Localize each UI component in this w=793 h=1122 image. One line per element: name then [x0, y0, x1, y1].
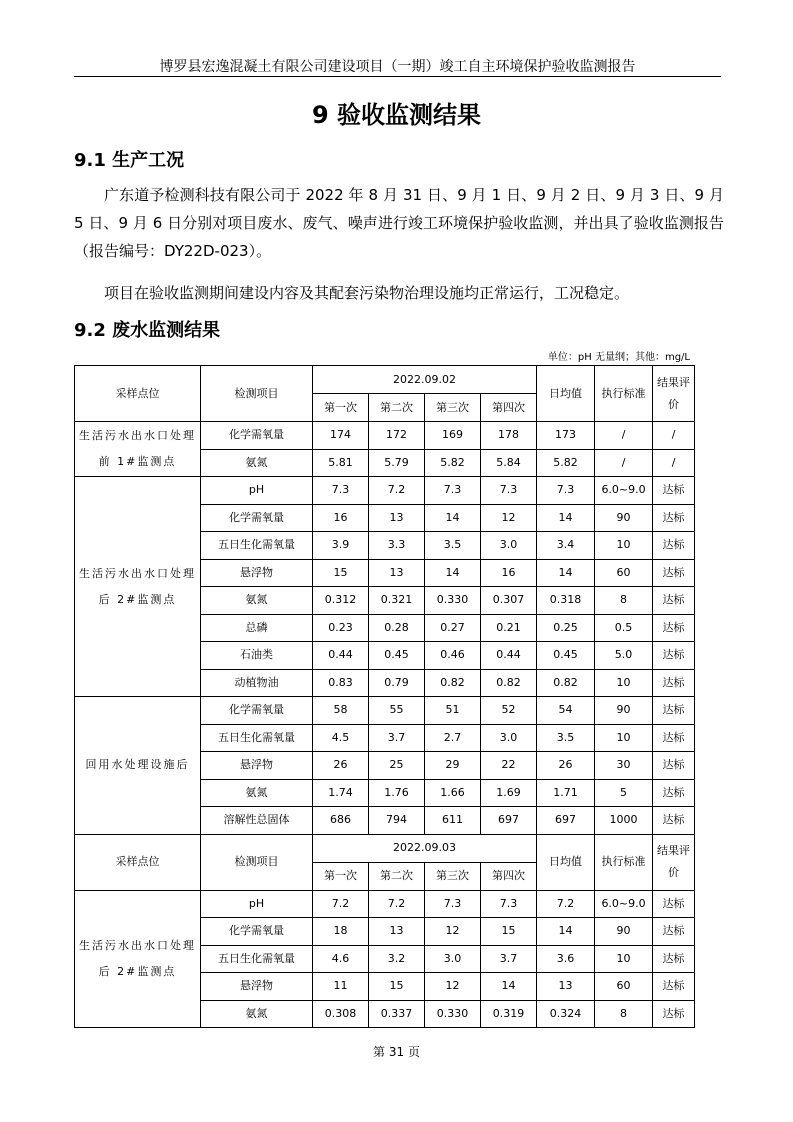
- evaluation-result: 达标: [653, 669, 695, 697]
- header-result: 结果评价: [653, 366, 695, 422]
- parameter-name: 悬浮物: [201, 559, 313, 587]
- value-sampling-4: 7.3: [481, 890, 537, 918]
- value-sampling-1: 4.6: [313, 945, 369, 973]
- value-sampling-4: 0.44: [481, 642, 537, 670]
- wastewater-results-table: [74, 365, 695, 1028]
- value-sampling-4: 22: [481, 752, 537, 780]
- value-sampling-4: 3.0: [481, 724, 537, 752]
- header-date: 2022.09.03: [313, 834, 537, 862]
- parameter-name: 动植物油: [201, 669, 313, 697]
- daily-average: 0.45: [537, 642, 595, 670]
- value-sampling-1: 7.3: [313, 477, 369, 505]
- value-sampling-1: 1.74: [313, 779, 369, 807]
- parameter-name: 氨氮: [201, 1000, 313, 1028]
- value-sampling-4: 5.84: [481, 449, 537, 477]
- value-sampling-1: 15: [313, 559, 369, 587]
- value-sampling-1: 0.44: [313, 642, 369, 670]
- standard-limit: 10: [595, 724, 653, 752]
- evaluation-result: /: [653, 422, 695, 450]
- value-sampling-1: 686: [313, 807, 369, 835]
- header-daily-average: 日均值: [537, 834, 595, 890]
- value-sampling-4: 697: [481, 807, 537, 835]
- header-daily-average: 日均值: [537, 366, 595, 422]
- parameter-name: 五日生化需氧量: [201, 945, 313, 973]
- daily-average: 14: [537, 504, 595, 532]
- evaluation-result: 达标: [653, 890, 695, 918]
- evaluation-result: 达标: [653, 779, 695, 807]
- daily-average: 7.2: [537, 890, 595, 918]
- value-sampling-2: 15: [369, 973, 425, 1001]
- value-sampling-2: 0.337: [369, 1000, 425, 1028]
- standard-limit: 5: [595, 779, 653, 807]
- daily-average: 0.318: [537, 587, 595, 615]
- daily-average: 3.5: [537, 724, 595, 752]
- value-sampling-3: 0.46: [425, 642, 481, 670]
- standard-limit: /: [595, 422, 653, 450]
- standard-limit: 8: [595, 1000, 653, 1028]
- value-sampling-1: 26: [313, 752, 369, 780]
- daily-average: 5.82: [537, 449, 595, 477]
- sampling-location: 回用水处理设施后: [75, 697, 201, 835]
- value-sampling-2: 55: [369, 697, 425, 725]
- standard-limit: 60: [595, 559, 653, 587]
- header-sampling-1: 第一次: [313, 394, 369, 422]
- value-sampling-3: 12: [425, 918, 481, 946]
- evaluation-result: 达标: [653, 532, 695, 560]
- parameter-name: 石油类: [201, 642, 313, 670]
- value-sampling-4: 7.3: [481, 477, 537, 505]
- value-sampling-2: 13: [369, 559, 425, 587]
- value-sampling-3: 2.7: [425, 724, 481, 752]
- parameter-name: 溶解性总固体: [201, 807, 313, 835]
- header-sampling-3: 第三次: [425, 394, 481, 422]
- evaluation-result: 达标: [653, 697, 695, 725]
- evaluation-result: 达标: [653, 504, 695, 532]
- value-sampling-4: 0.307: [481, 587, 537, 615]
- daily-average: 7.3: [537, 477, 595, 505]
- value-sampling-3: 0.27: [425, 614, 481, 642]
- standard-limit: 90: [595, 697, 653, 725]
- table-header-row: [75, 834, 695, 862]
- value-sampling-1: 0.23: [313, 614, 369, 642]
- value-sampling-1: 174: [313, 422, 369, 450]
- daily-average: 14: [537, 559, 595, 587]
- chapter-title: 9 验收监测结果: [311, 101, 482, 129]
- standard-limit: 6.0~9.0: [595, 477, 653, 505]
- parameter-name: 氨氮: [201, 587, 313, 615]
- value-sampling-2: 1.76: [369, 779, 425, 807]
- paragraph-conditions: 项目在验收监测期间建设内容及其配套污染物治理设施均正常运行，工况稳定。: [104, 284, 630, 302]
- page-number: 第 31 页: [373, 1045, 420, 1059]
- header-item: 检测项目: [201, 366, 313, 422]
- value-sampling-4: 16: [481, 559, 537, 587]
- value-sampling-2: 25: [369, 752, 425, 780]
- value-sampling-3: 169: [425, 422, 481, 450]
- sampling-location: 生活污水出水口处理后 2#监测点: [75, 477, 201, 697]
- header-location: 采样点位: [75, 366, 201, 422]
- standard-limit: 8: [595, 587, 653, 615]
- value-sampling-1: 7.2: [313, 890, 369, 918]
- parameter-name: 五日生化需氧量: [201, 724, 313, 752]
- daily-average: 1.71: [537, 779, 595, 807]
- evaluation-result: 达标: [653, 614, 695, 642]
- value-sampling-2: 794: [369, 807, 425, 835]
- value-sampling-3: 1.66: [425, 779, 481, 807]
- header-sampling-4: 第四次: [481, 862, 537, 890]
- evaluation-result: 达标: [653, 724, 695, 752]
- value-sampling-3: 5.82: [425, 449, 481, 477]
- evaluation-result: 达标: [653, 477, 695, 505]
- unit-note: 单位：pH 无量纲；其他：mg/L: [547, 352, 690, 363]
- standard-limit: 90: [595, 504, 653, 532]
- parameter-name: 化学需氧量: [201, 918, 313, 946]
- value-sampling-2: 3.7: [369, 724, 425, 752]
- daily-average: 26: [537, 752, 595, 780]
- header-standard: 执行标准: [595, 366, 653, 422]
- value-sampling-3: 29: [425, 752, 481, 780]
- parameter-name: pH: [201, 477, 313, 505]
- value-sampling-1: 3.9: [313, 532, 369, 560]
- value-sampling-1: 0.312: [313, 587, 369, 615]
- value-sampling-4: 0.21: [481, 614, 537, 642]
- standard-limit: 0.5: [595, 614, 653, 642]
- value-sampling-4: 3.0: [481, 532, 537, 560]
- parameter-name: 化学需氧量: [201, 422, 313, 450]
- value-sampling-1: 0.83: [313, 669, 369, 697]
- value-sampling-2: 7.2: [369, 477, 425, 505]
- value-sampling-4: 12: [481, 504, 537, 532]
- evaluation-result: 达标: [653, 973, 695, 1001]
- value-sampling-2: 0.79: [369, 669, 425, 697]
- header-rule: [74, 76, 721, 77]
- parameter-name: 总磷: [201, 614, 313, 642]
- value-sampling-4: 0.82: [481, 669, 537, 697]
- value-sampling-2: 172: [369, 422, 425, 450]
- parameter-name: 五日生化需氧量: [201, 532, 313, 560]
- value-sampling-1: 11: [313, 973, 369, 1001]
- value-sampling-1: 4.5: [313, 724, 369, 752]
- standard-limit: 60: [595, 973, 653, 1001]
- evaluation-result: /: [653, 449, 695, 477]
- daily-average: 54: [537, 697, 595, 725]
- standard-limit: 10: [595, 532, 653, 560]
- table-row: [75, 422, 695, 450]
- header-sampling-2: 第二次: [369, 862, 425, 890]
- value-sampling-1: 0.308: [313, 1000, 369, 1028]
- value-sampling-4: 15: [481, 918, 537, 946]
- value-sampling-3: 12: [425, 973, 481, 1001]
- value-sampling-2: 13: [369, 504, 425, 532]
- value-sampling-4: 3.7: [481, 945, 537, 973]
- parameter-name: 悬浮物: [201, 752, 313, 780]
- header-sampling-3: 第三次: [425, 862, 481, 890]
- value-sampling-2: 3.3: [369, 532, 425, 560]
- parameter-name: 氨氮: [201, 779, 313, 807]
- evaluation-result: 达标: [653, 1000, 695, 1028]
- daily-average: 14: [537, 918, 595, 946]
- header-item: 检测项目: [201, 834, 313, 890]
- value-sampling-2: 3.2: [369, 945, 425, 973]
- header-sampling-1: 第一次: [313, 862, 369, 890]
- value-sampling-1: 58: [313, 697, 369, 725]
- page-header: 博罗县宏逸混凝土有限公司建设项目（一期）竣工自主环境保护验收监测报告: [159, 59, 636, 75]
- daily-average: 173: [537, 422, 595, 450]
- evaluation-result: 达标: [653, 587, 695, 615]
- daily-average: 13: [537, 973, 595, 1001]
- table-row: [75, 477, 695, 505]
- value-sampling-3: 7.3: [425, 890, 481, 918]
- value-sampling-3: 7.3: [425, 477, 481, 505]
- value-sampling-3: 3.0: [425, 945, 481, 973]
- daily-average: 697: [537, 807, 595, 835]
- value-sampling-4: 0.319: [481, 1000, 537, 1028]
- header-result: 结果评价: [653, 834, 695, 890]
- value-sampling-1: 18: [313, 918, 369, 946]
- standard-limit: 10: [595, 669, 653, 697]
- header-sampling-4: 第四次: [481, 394, 537, 422]
- standard-limit: 1000: [595, 807, 653, 835]
- parameter-name: 氨氮: [201, 449, 313, 477]
- header-date: 2022.09.02: [313, 366, 537, 394]
- header-location: 采样点位: [75, 834, 201, 890]
- value-sampling-3: 14: [425, 504, 481, 532]
- evaluation-result: 达标: [653, 752, 695, 780]
- parameter-name: 化学需氧量: [201, 504, 313, 532]
- evaluation-result: 达标: [653, 642, 695, 670]
- standard-limit: 30: [595, 752, 653, 780]
- value-sampling-2: 0.28: [369, 614, 425, 642]
- table-header-row: [75, 366, 695, 394]
- daily-average: 3.4: [537, 532, 595, 560]
- value-sampling-2: 13: [369, 918, 425, 946]
- value-sampling-3: 0.330: [425, 1000, 481, 1028]
- value-sampling-2: 0.321: [369, 587, 425, 615]
- table-body: [75, 366, 695, 1028]
- evaluation-result: 达标: [653, 559, 695, 587]
- value-sampling-2: 5.79: [369, 449, 425, 477]
- standard-limit: 6.0~9.0: [595, 890, 653, 918]
- value-sampling-4: 178: [481, 422, 537, 450]
- daily-average: 0.82: [537, 669, 595, 697]
- header-standard: 执行标准: [595, 834, 653, 890]
- daily-average: 3.6: [537, 945, 595, 973]
- parameter-name: 化学需氧量: [201, 697, 313, 725]
- value-sampling-3: 0.330: [425, 587, 481, 615]
- section-heading-wastewater: 9.2 废水监测结果: [74, 320, 221, 341]
- value-sampling-3: 3.5: [425, 532, 481, 560]
- paragraph-monitoring: 广东道予检测科技有限公司于 2022 年 8 月 31 日、9 月 1 日、9 月 2 日、9 月 3 日、9 月 5 日、9 月 6 日分别对项目废水、废气、噪声进行竣工环境保护验收监测，并出具了验收监测报告（报告编号：DY22D-023）。: [74, 186, 724, 260]
- evaluation-result: 达标: [653, 918, 695, 946]
- evaluation-result: 达标: [653, 945, 695, 973]
- table-row: [75, 890, 695, 918]
- value-sampling-1: 5.81: [313, 449, 369, 477]
- value-sampling-1: 16: [313, 504, 369, 532]
- value-sampling-4: 1.69: [481, 779, 537, 807]
- sampling-location: 生活污水出水口处理后 2#监测点: [75, 890, 201, 1028]
- standard-limit: 5.0: [595, 642, 653, 670]
- parameter-name: 悬浮物: [201, 973, 313, 1001]
- standard-limit: /: [595, 449, 653, 477]
- sampling-location: 生活污水出水口处理前 1#监测点: [75, 422, 201, 477]
- header-sampling-2: 第二次: [369, 394, 425, 422]
- parameter-name: pH: [201, 890, 313, 918]
- table-row: [75, 697, 695, 725]
- value-sampling-3: 611: [425, 807, 481, 835]
- value-sampling-3: 14: [425, 559, 481, 587]
- value-sampling-3: 51: [425, 697, 481, 725]
- value-sampling-4: 14: [481, 973, 537, 1001]
- standard-limit: 90: [595, 918, 653, 946]
- evaluation-result: 达标: [653, 807, 695, 835]
- value-sampling-2: 0.45: [369, 642, 425, 670]
- value-sampling-3: 0.82: [425, 669, 481, 697]
- value-sampling-4: 52: [481, 697, 537, 725]
- value-sampling-2: 7.2: [369, 890, 425, 918]
- standard-limit: 10: [595, 945, 653, 973]
- daily-average: 0.25: [537, 614, 595, 642]
- daily-average: 0.324: [537, 1000, 595, 1028]
- section-heading-production: 9.1 生产工况: [74, 150, 185, 171]
